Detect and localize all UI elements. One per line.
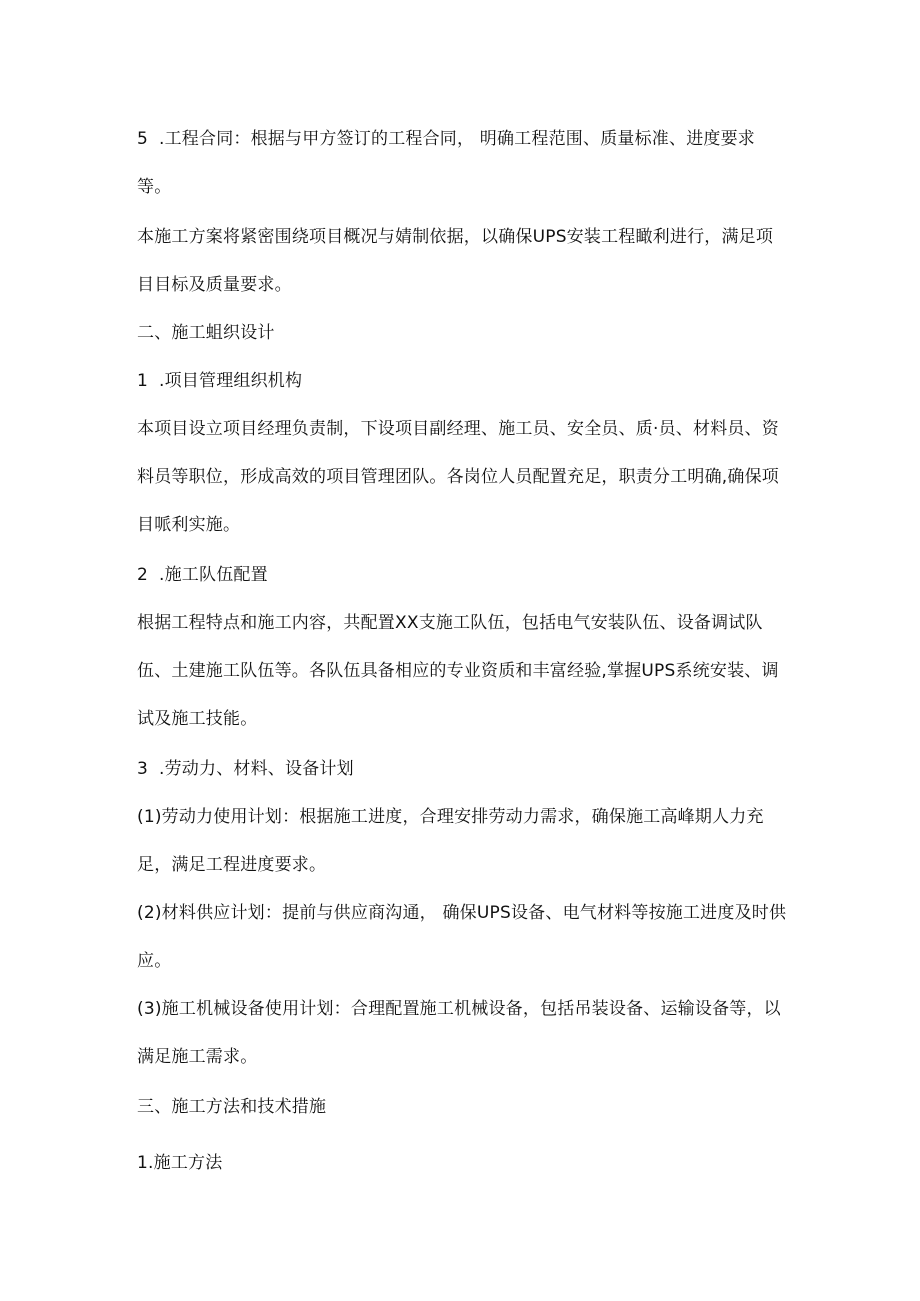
paragraph-contract-line-1 [137, 128, 755, 150]
section-heading-org-design: 二、施工蛆织设计 [137, 323, 275, 343]
paragraph-mgmt-line-3: 目哌利实施。 [137, 515, 241, 535]
paragraph-mgmt-line-1: 本项目设立项目经理负责制，下设项目副经理、施工员、安全员、质·员、材料员、资 [137, 419, 780, 439]
item-number: 5 [137, 129, 149, 149]
subheading-mgmt [137, 370, 302, 392]
section-heading-methods: 三、施工方法和技术措施 [137, 1097, 327, 1117]
paragraph-team-line-3: 试及施工技能。 [137, 709, 258, 729]
subheading-team [137, 564, 268, 586]
subheading-method-1: 1.施工方法 [137, 1153, 223, 1173]
paragraph-summary-line-2: 目目标及质量要求。 [137, 275, 292, 295]
paragraph-team-line-2: 伍、土建施工队伍等。各队伍具备相应的专业资质和丰富经验,掌握UPS系统安装、调 [137, 661, 779, 681]
paragraph-contract-line-2: 等。 [137, 177, 172, 197]
paragraph-labor-line-2: 足，满足工程进度要求。 [137, 855, 327, 875]
subheading-text: .项目管理组织机构 [159, 371, 303, 391]
paragraph-labor-line-1: (1)劳动力使用计划：根据施工进度，合理安排劳动力需求，确保施工高峰期人力充 [137, 807, 764, 827]
item-number: 2 [137, 565, 149, 585]
paragraph-summary-line-1: 本施工方案将紧密围绕项目概况与婧制依据，以确保UPS安装工程瞰利进行，满足项 [137, 227, 774, 247]
paragraph-mgmt-line-2: 料员等职位，形成高效的项目管理团队。各岗位人员配置充足，职责分工明确,确保项 [137, 467, 780, 487]
item-number: 1 [137, 371, 149, 391]
item-number: 3 [137, 759, 149, 779]
paragraph-material-line-1: (2)材料供应计划：提前与供应商沟通， 确保UPS设备、电气材料等按施工进度及时供 [137, 903, 787, 923]
paragraph-team-line-1: 根据工程特点和施工内容，共配置XX支施工队伍，包括电气安装队伍、设备调试队 [137, 613, 763, 633]
paragraph-equipment-line-1: (3)施工机械设备使用计划：合理配置施工机械设备，包括吊装设备、运输设备等，以 [137, 999, 781, 1019]
paragraph-material-line-2: 应。 [137, 951, 172, 971]
paragraph-equipment-line-2: 满足施工需求。 [137, 1047, 258, 1067]
paragraph-text: .工程合同：根据与甲方签订的工程合同， 明确工程范围、质量标准、进度要求 [159, 129, 756, 149]
subheading-plan [137, 758, 354, 780]
subheading-text: .劳动力、材料、设备计划 [159, 759, 354, 779]
subheading-text: .施工队伍配置 [159, 565, 268, 585]
